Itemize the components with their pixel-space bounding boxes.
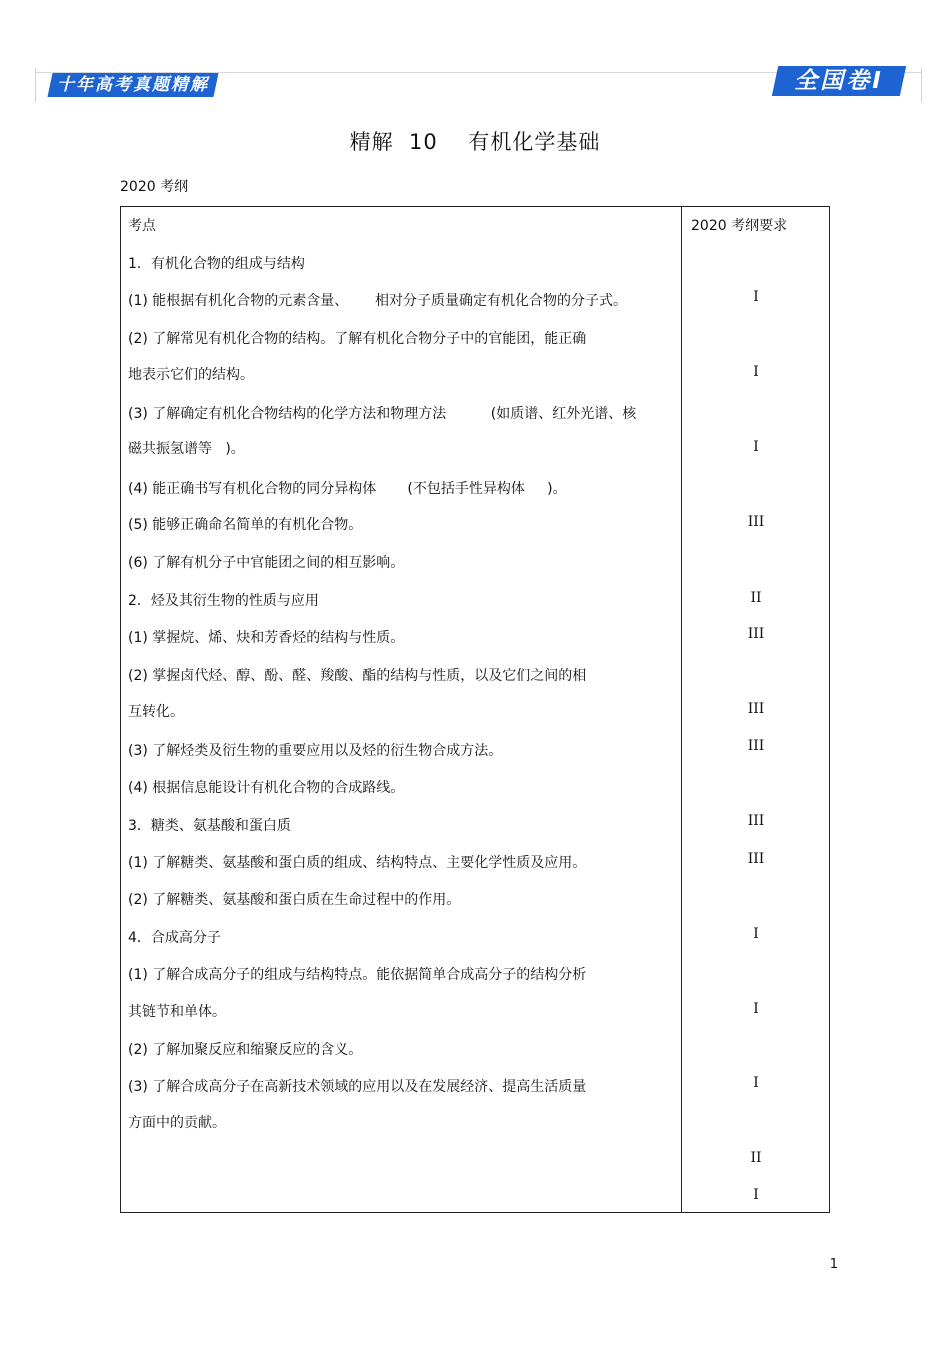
requirement-level: III [747, 514, 765, 530]
topic-line: 磁共振氢谱等 )。 [128, 441, 245, 457]
topic-line: (2) 了解常见有机化合物的结构。了解有机化合物分子中的官能团，能正确 [128, 331, 587, 347]
topic-line: (3) 了解合成高分子在高新技术领域的应用以及在发展经济、提高生活质量 [128, 1079, 587, 1095]
requirement-level: III [747, 701, 765, 717]
topic-line: (1) 了解合成高分子的组成与结构特点。能依据简单合成高分子的结构分析 [128, 967, 587, 983]
requirement-level: III [747, 626, 765, 642]
page-title: 精解 10 有机化学基础 [349, 130, 601, 154]
requirement-level: I [753, 1075, 759, 1091]
series-badge-label: 十年高考真题精解 [57, 75, 209, 95]
section-subtitle: 2020 考纲 [120, 179, 189, 195]
syllabus-table [120, 206, 830, 1213]
exam-badge-label: 全国卷Ⅰ [794, 68, 884, 94]
topic-line: 方面中的贡献。 [128, 1115, 226, 1131]
requirement-level: I [753, 289, 759, 305]
topic-line: 3．糖类、氨基酸和蛋白质 [128, 818, 291, 834]
topic-line: 1．有机化合物的组成与结构 [128, 256, 305, 272]
topic-line: (5) 能够正确命名简单的有机化合物。 [128, 517, 363, 533]
topic-line: (1) 掌握烷、烯、炔和芳香烃的结构与性质。 [128, 630, 405, 646]
header-rule-left [35, 68, 36, 102]
requirement-level: III [747, 813, 765, 829]
series-badge [47, 73, 218, 97]
requirement-level: I [753, 1187, 759, 1203]
topic-line: 互转化。 [128, 704, 184, 720]
requirement-level: II [750, 590, 762, 606]
requirements-header: 2020 考纲要求 [691, 218, 788, 234]
topics-header: 考点 [128, 218, 156, 234]
requirement-level: II [750, 1150, 762, 1166]
exam-badge [772, 66, 906, 96]
page-number: 1 [829, 1257, 838, 1272]
topic-line: (4) 根据信息能设计有机化合物的合成路线。 [128, 780, 405, 796]
requirement-level: I [753, 1001, 759, 1017]
requirement-level: I [753, 926, 759, 942]
topic-line: (2) 掌握卤代烃、醇、酚、醛、羧酸、酯的结构与性质，以及它们之间的相 [128, 668, 587, 684]
requirement-level: I [753, 364, 759, 380]
topic-line: (1) 能根据有机化合物的元素含量、 相对分子质量确定有机化合物的分子式。 [128, 293, 627, 309]
topic-line: 2．烃及其衍生物的性质与应用 [128, 593, 319, 609]
requirement-level: I [753, 439, 759, 455]
header-rule-right [921, 68, 922, 102]
topic-line: (2) 了解加聚反应和缩聚反应的含义。 [128, 1042, 363, 1058]
requirement-level: III [747, 851, 765, 867]
topic-line: (2) 了解糖类、氨基酸和蛋白质在生命过程中的作用。 [128, 892, 461, 908]
topic-line: (1) 了解糖类、氨基酸和蛋白质的组成、结构特点、主要化学性质及应用。 [128, 855, 587, 871]
topic-line: (4) 能正确书写有机化合物的同分异构体 (不包括手性异构体 )。 [128, 481, 567, 497]
topic-line: 4．合成高分子 [128, 930, 221, 946]
topic-line: 地表示它们的结构。 [128, 367, 254, 383]
topic-line: (3) 了解烃类及衍生物的重要应用以及烃的衍生物合成方法。 [128, 743, 503, 759]
topic-line: 其链节和单体。 [128, 1004, 226, 1020]
requirement-level: III [747, 738, 765, 754]
topic-line: (6) 了解有机分子中官能团之间的相互影响。 [128, 555, 405, 571]
topic-line: (3) 了解确定有机化合物结构的化学方法和物理方法 (如质谱、红外光谱、核 [128, 406, 637, 422]
